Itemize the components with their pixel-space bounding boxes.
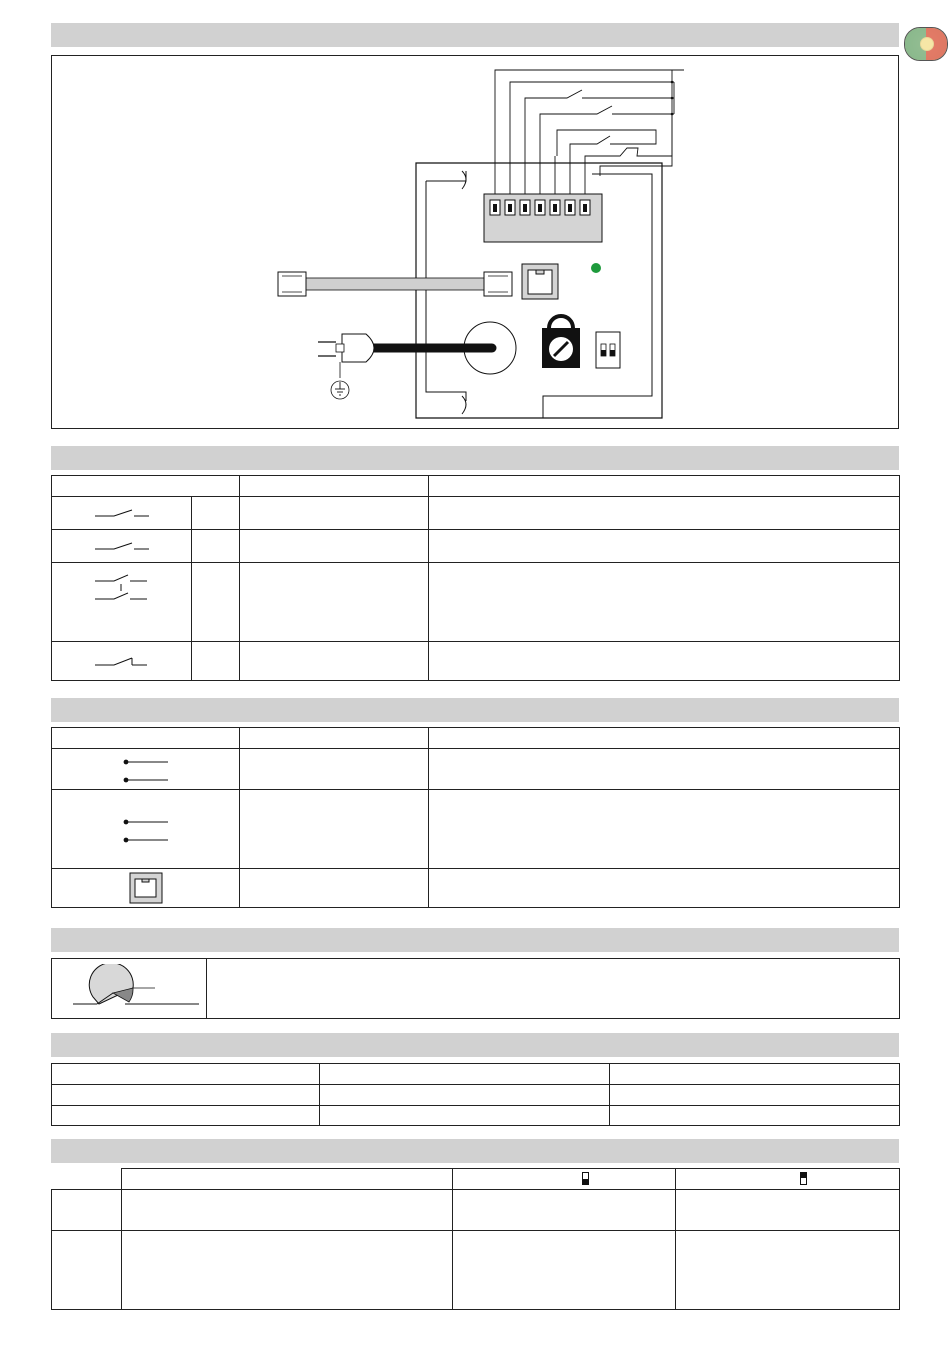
terminals-icon: [52, 790, 240, 869]
table-row: [52, 563, 900, 642]
spec-cell: [610, 1106, 900, 1126]
no-contact-icon: [52, 497, 192, 530]
spec-cell: [320, 1085, 610, 1106]
double-no-contact-icon: [52, 563, 192, 642]
header-cell: [52, 476, 240, 497]
input-label: [240, 563, 429, 642]
table-row: [52, 642, 900, 681]
output-desc: [429, 869, 900, 908]
table-header-row: [52, 728, 900, 749]
inputs-table: [51, 475, 900, 681]
dip-on-icon: [800, 1172, 808, 1186]
output-desc: [429, 749, 900, 790]
output-label: [240, 749, 429, 790]
rj-cable: [300, 278, 492, 290]
table-header-row: [52, 476, 900, 497]
spec-cell: [52, 1106, 320, 1126]
input-desc: [429, 563, 900, 642]
table-row: [52, 1106, 900, 1126]
dip-header: [121, 1168, 900, 1190]
wiring-diagram: [52, 56, 898, 428]
output-desc: [429, 790, 900, 869]
spec-cell: [610, 1085, 900, 1106]
input-label: [240, 530, 429, 563]
input-label: [240, 642, 429, 681]
terminal-wires: [495, 70, 684, 194]
dip-cell: [122, 1190, 453, 1231]
dip-cell: [52, 1190, 122, 1231]
dip-cell: [453, 1231, 676, 1310]
table-row: [52, 790, 900, 869]
trimmer-dial-icon: [52, 959, 207, 1019]
spec-cell: [52, 1085, 320, 1106]
no-contact-icon: [52, 530, 192, 563]
table-row: [52, 1064, 900, 1085]
table-row: [52, 497, 900, 530]
input-desc: [429, 642, 900, 681]
language-flag-icon: [904, 27, 948, 61]
power-plug-icon: [342, 334, 374, 362]
header-cell: [52, 728, 240, 749]
table-row: [52, 1231, 900, 1310]
header-cell: [429, 728, 900, 749]
status-led: [591, 263, 601, 273]
input-id: [192, 530, 240, 563]
section-bar-outputs: [51, 698, 899, 722]
table-row: [52, 1190, 900, 1231]
dip-table: [51, 1189, 900, 1310]
input-desc: [429, 497, 900, 530]
spec-cell: [320, 1064, 610, 1085]
terminals-icon: [52, 749, 240, 790]
spec-cell: [610, 1064, 900, 1085]
dip-off-icon: [582, 1172, 590, 1186]
section-bar-adjustment: [51, 928, 899, 952]
input-id: [192, 642, 240, 681]
input-label: [240, 497, 429, 530]
wiring-diagram-box: [51, 55, 899, 429]
specs-table: [51, 1063, 900, 1126]
dip-cell: [122, 1231, 453, 1310]
input-id: [192, 563, 240, 642]
rj-socket-icon: [52, 869, 240, 908]
table-row: [52, 869, 900, 908]
section-bar-inputs: [51, 446, 899, 470]
spec-cell: [52, 1064, 320, 1085]
table-row: [52, 749, 900, 790]
input-desc: [429, 530, 900, 563]
dip-switch-icon: [596, 332, 620, 368]
section-bar-dip: [51, 1139, 899, 1163]
header-cell: [240, 476, 429, 497]
dip-cell: [676, 1231, 900, 1310]
section-bar-wiring: [51, 23, 899, 47]
header-cell: [429, 476, 900, 497]
input-id: [192, 497, 240, 530]
outputs-table: [51, 727, 900, 908]
output-label: [240, 790, 429, 869]
header-cell: [240, 728, 429, 749]
trimmer-desc: [207, 959, 900, 1019]
nc-contact-icon: [52, 642, 192, 681]
section-bar-specs: [51, 1033, 899, 1057]
dip-cell: [52, 1231, 122, 1310]
dip-cell: [676, 1190, 900, 1231]
dip-cell: [453, 1190, 676, 1231]
spec-cell: [320, 1106, 610, 1126]
output-label: [240, 869, 429, 908]
trimmer-table: [51, 958, 900, 1019]
table-row: [52, 530, 900, 563]
table-row: [52, 959, 900, 1019]
table-row: [52, 1085, 900, 1106]
